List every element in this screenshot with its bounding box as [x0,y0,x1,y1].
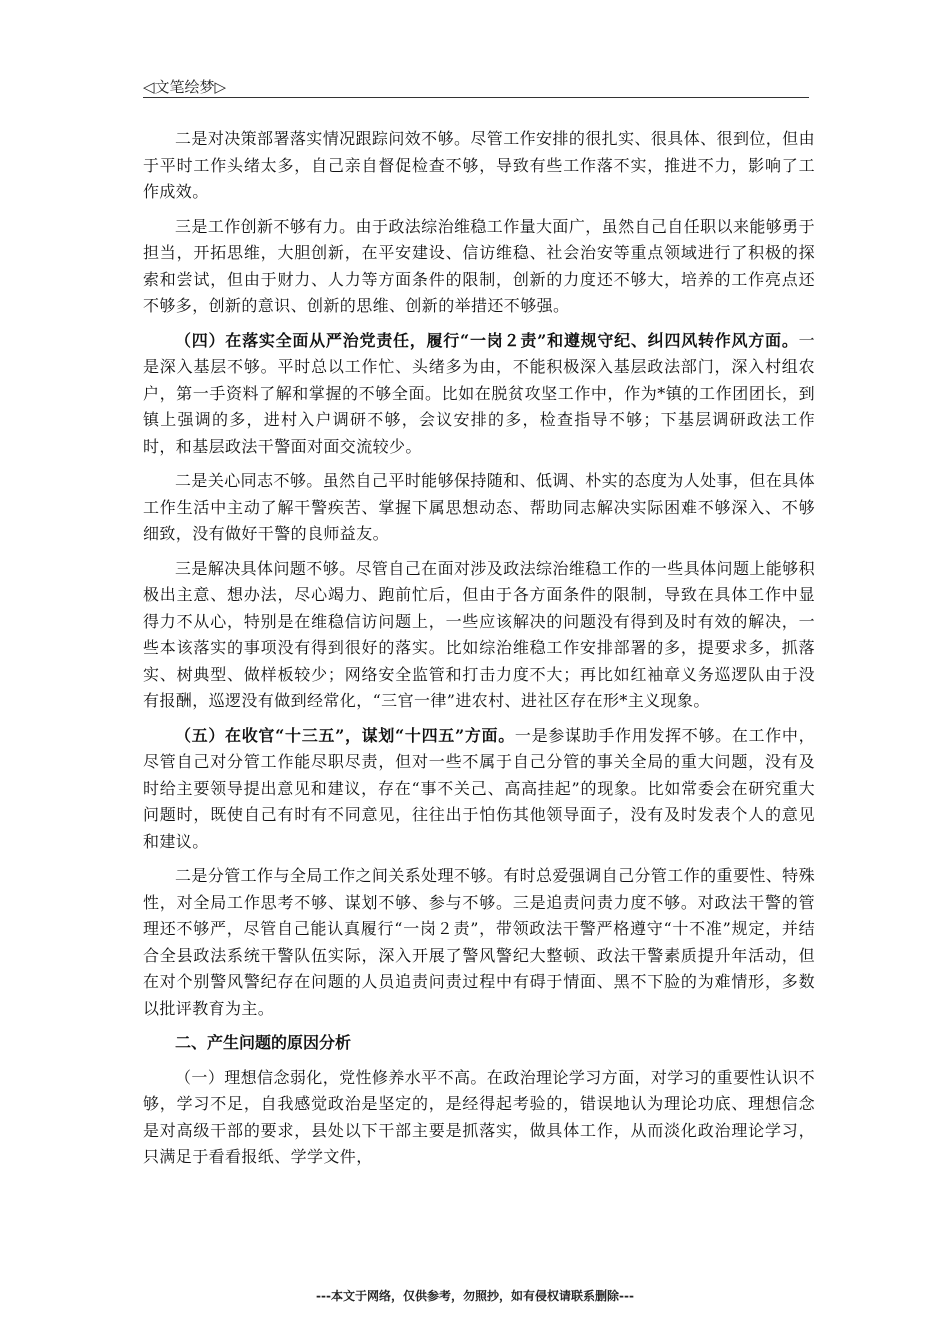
paragraph-6-lead: （五）在收官“十三五”，谋划“十四五”方面。 [175,725,515,745]
paragraph-3: （四）在落实全面从严治党责任，履行“一岗２责”和遵规守纪、纠四风转作风方面。一是深入基层不够。平时总以工作忙、头绪多为由，不能积极深入基层政法部门，深入村组农户，第一手资料了解和掌握的不够全面。比如在脱贫攻坚工作中，作为*镇的工作团团长，到镇上强调的多，进村入户调研不够，会议安排的多，检查指导不够；下基层调研政法工作时，和基层政法干警面对面交流较少。 [143,330,815,456]
paragraph-5: 三是解决具体问题不够。尽管自己在面对涉及政法综治维稳工作的一些具体问题上能够积极出主意、想办法，尽心竭力、跑前忙后，但由于各方面条件的限制，导致在具体工作中显得力不从心，特别是在维稳信访问题上，一些应该解决的问题没有得到及时有效的解决，一些本该落实的事项没有得到很好的落实。比如综治维稳工作安排部署的多，提要求多，抓落实、树典型、做样板较少；网络安全监管和打击力度不大；再比如红袖章义务巡逻队由于没有报酬，巡逻没有做到经常化，“三官一律”进农村、进社区存在形*主义现象。 [143,558,815,710]
paragraph-2: 三是工作创新不够有力。由于政法综治维稳工作量大面广，虽然自己自任职以来能够勇于担当，开拓思维，大胆创新，在平安建设、信访维稳、社会治安等重点领域进行了积极的探索和尝试，但由于财力、人力等方面条件的限制，创新的力度还不够大，培养的工作亮点还不够多，创新的意识、创新的思维、创新的举措还不够强。 [143,216,815,315]
page-header [143,70,809,100]
brand-logo-text: ◁文笔绘梦▷ [143,78,227,96]
section-heading: 二、产生问题的原因分析 [175,1033,352,1052]
paragraph-4: 二是关心同志不够。虽然自己平时能够保持随和、低调、朴实的态度为人处事，但在具体工作生活中主动了解干警疾苦、掌握下属思想动态、帮助同志解决实际困难不够深入、不够细致，没有做好干警的良师益友。 [143,471,815,543]
paragraph-8: （一）理想信念弱化，党性修养水平不高。在政治理论学习方面，对学习的重要性认识不够，学习不足，自我感觉政治是坚定的，是经得起考验的，错误地认为理论功底、理想信念是对高级干部的要求，县处以下干部主要是抓落实，做具体工作，从而淡化政治理论学习，只满足于看看报纸、学学文件， [143,1067,815,1166]
paragraph-1: 二是对决策部署落实情况跟踪问效不够。尽管工作安排的很扎实、很具体、很到位，但由于平时工作头绪太多，自己亲自督促检查不够，导致有些工作落不实，推进不力，影响了工作成效。 [143,129,815,201]
document-body [143,126,815,1179]
paragraph-6: （五）在收官“十三五”，谋划“十四五”方面。一是参谋助手作用发挥不够。在工作中，尽管自己对分管工作能尽职尽责，但对一些不属于自己分管的事关全局的重大问题，没有及时给主要领导提出意见和建议，存在“事不关己、高高挂起”的现象。比如常委会在研究重大问题时，既使自己有时有不同意见，往往出于怕伤其他领导面子，没有及时发表个人的意见和建议。 [143,725,815,851]
paragraph-3-lead: （四）在落实全面从严治党责任，履行“一岗２责”和遵规守纪、纠四风转作风方面。 [175,330,799,350]
header-divider [143,97,809,98]
page-footer: ---本文于网络，仅供参考，勿照抄，如有侵权请联系删除--- [316,1289,634,1303]
paragraph-7: 二是分管工作与全局工作之间关系处理不够。有时总爱强调自己分管工作的重要性、特殊性，对全局工作思考不够、谋划不够、参与不够。三是追责问责力度不够。对政法干警的管理还不够严，尽管自己能认真履行“一岗２责”，带领政法干警严格遵守“十不准”规定，并结合全县政法系统干警队伍实际，深入开展了警风警纪大整顿、政法干警素质提升年活动，但在对个别警风警纪存在问题的人员追责问责过程中有碍于情面、黑不下脸的为难情形，多数以批评教育为主。 [143,866,815,1018]
